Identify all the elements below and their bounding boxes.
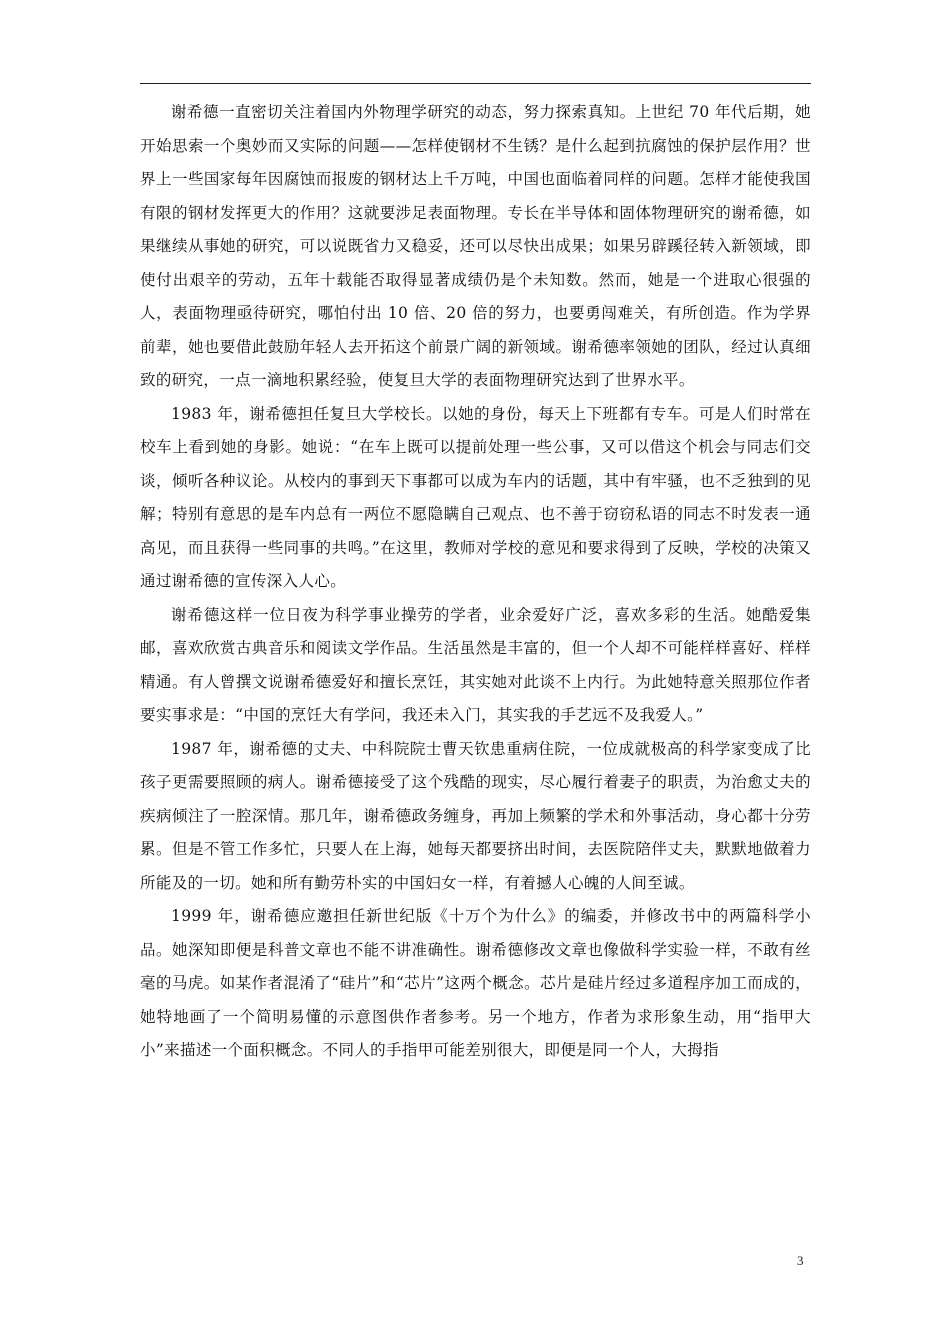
paragraph-university-president: 1983 年，谢希德担任复旦大学校长。以她的身份，每天上下班都有专车。可是人们时常在校车上看到她的身影。她说：“在车上既可以提前处理一些公事，又可以借这个机会与同志们交谈，倾听各种议论。从校内的事到天下事都可以成为车内的话题，其中有牢骚，也不乏独到的见解；特别有意思的是车内总有一两位不愿隐瞒自己观点、也不善于窃窃私语的同志不时发表一通高见，而且获得一些同事的共鸣。”在这里，教师对学校的意见和要求得到了反映，学校的决策又通过谢希德的宣传深入人心。 (140, 404, 811, 590)
header-rule (140, 83, 811, 84)
page-number: 3 (797, 1253, 804, 1268)
paragraph-popular-science-editing: 1999 年，谢希德应邀担任新世纪版《十万个为什么》的编委，并修改书中的两篇科学小品。她深知即便是科普文章也不能不讲准确性。谢希德修改文章也像做科学实验一样，不敢有丝毫的马虎。如某作者混淆了“硅片”和“芯片”这两个概念。芯片是硅片经过多道程序加工而成的，她特地画了一个简明易懂的示意图供作者参考。另一个地方，作者为求形象生动，用“指甲大小”来描述一个面积概念。不同人的手指甲可能差别很大，即便是同一个人，大拇指 (140, 907, 811, 1059)
paragraph-husband-illness: 1987 年，谢希德的丈夫、中科院院士曹天钦患重病住院，一位成就极高的科学家变成了比孩子更需要照顾的病人。谢希德接受了这个残酷的现实，尽心履行着妻子的职责，为治愈丈夫的疾病倾注了一腔深情。那几年，谢希德政务缠身，再加上频繁的学术和外事活动，身心都十分劳累。但是不管工作多忙，只要人在上海，她每天都要挤出时间，去医院陪伴丈夫，默默地做着力所能及的一切。她和所有勤劳朴实的中国妇女一样，有着撼人心魄的人间至诚。 (140, 739, 811, 892)
document-body (140, 96, 811, 1068)
paragraph-hobbies: 谢希德这样一位日夜为科学事业操劳的学者，业余爱好广泛，喜欢多彩的生活。她酷爱集邮，喜欢欣赏古典音乐和阅读文学作品。生活虽然是丰富的，但一个人却不可能样样喜好、样样精通。有人曾撰文说谢希德爱好和擅长烹饪，其实她对此谈不上内行。为此她特意关照那位作者要实事求是：“中国的烹饪大有学问，我还未入门，其实我的手艺远不及我爱人。” (140, 605, 811, 724)
paragraph-surface-physics: 谢希德一直密切关注着国内外物理学研究的动态，努力探索真知。上世纪 70 年代后期，她开始思索一个奥妙而又实际的问题——怎样使钢材不生锈？是什么起到抗腐蚀的保护层作用？世界上一些国家每年因腐蚀而报废的钢材达上千万吨，中国也面临着同样的问题。怎样才能使我国有限的钢材发挥更大的作用？这就要涉足表面物理。专长在半导体和固体物理研究的谢希德，如果继续从事她的研究，可以说既省力又稳妥，还可以尽快出成果；如果另辟蹊径转入新领域，即使付出艰辛的劳动，五年十载能否取得显著成绩仍是个未知数。然而，她是一个进取心很强的人，表面物理亟待研究，哪怕付出 10 倍、20 倍的努力，也要勇闯难关，有所创造。作为学界前辈，她也要借此鼓励年轻人去开拓这个前景广阔的新领域。谢希德率领她的团队，经过认真细致的研究，一点一滴地积累经验，使复旦大学的表面物理研究达到了世界水平。 (140, 103, 811, 389)
